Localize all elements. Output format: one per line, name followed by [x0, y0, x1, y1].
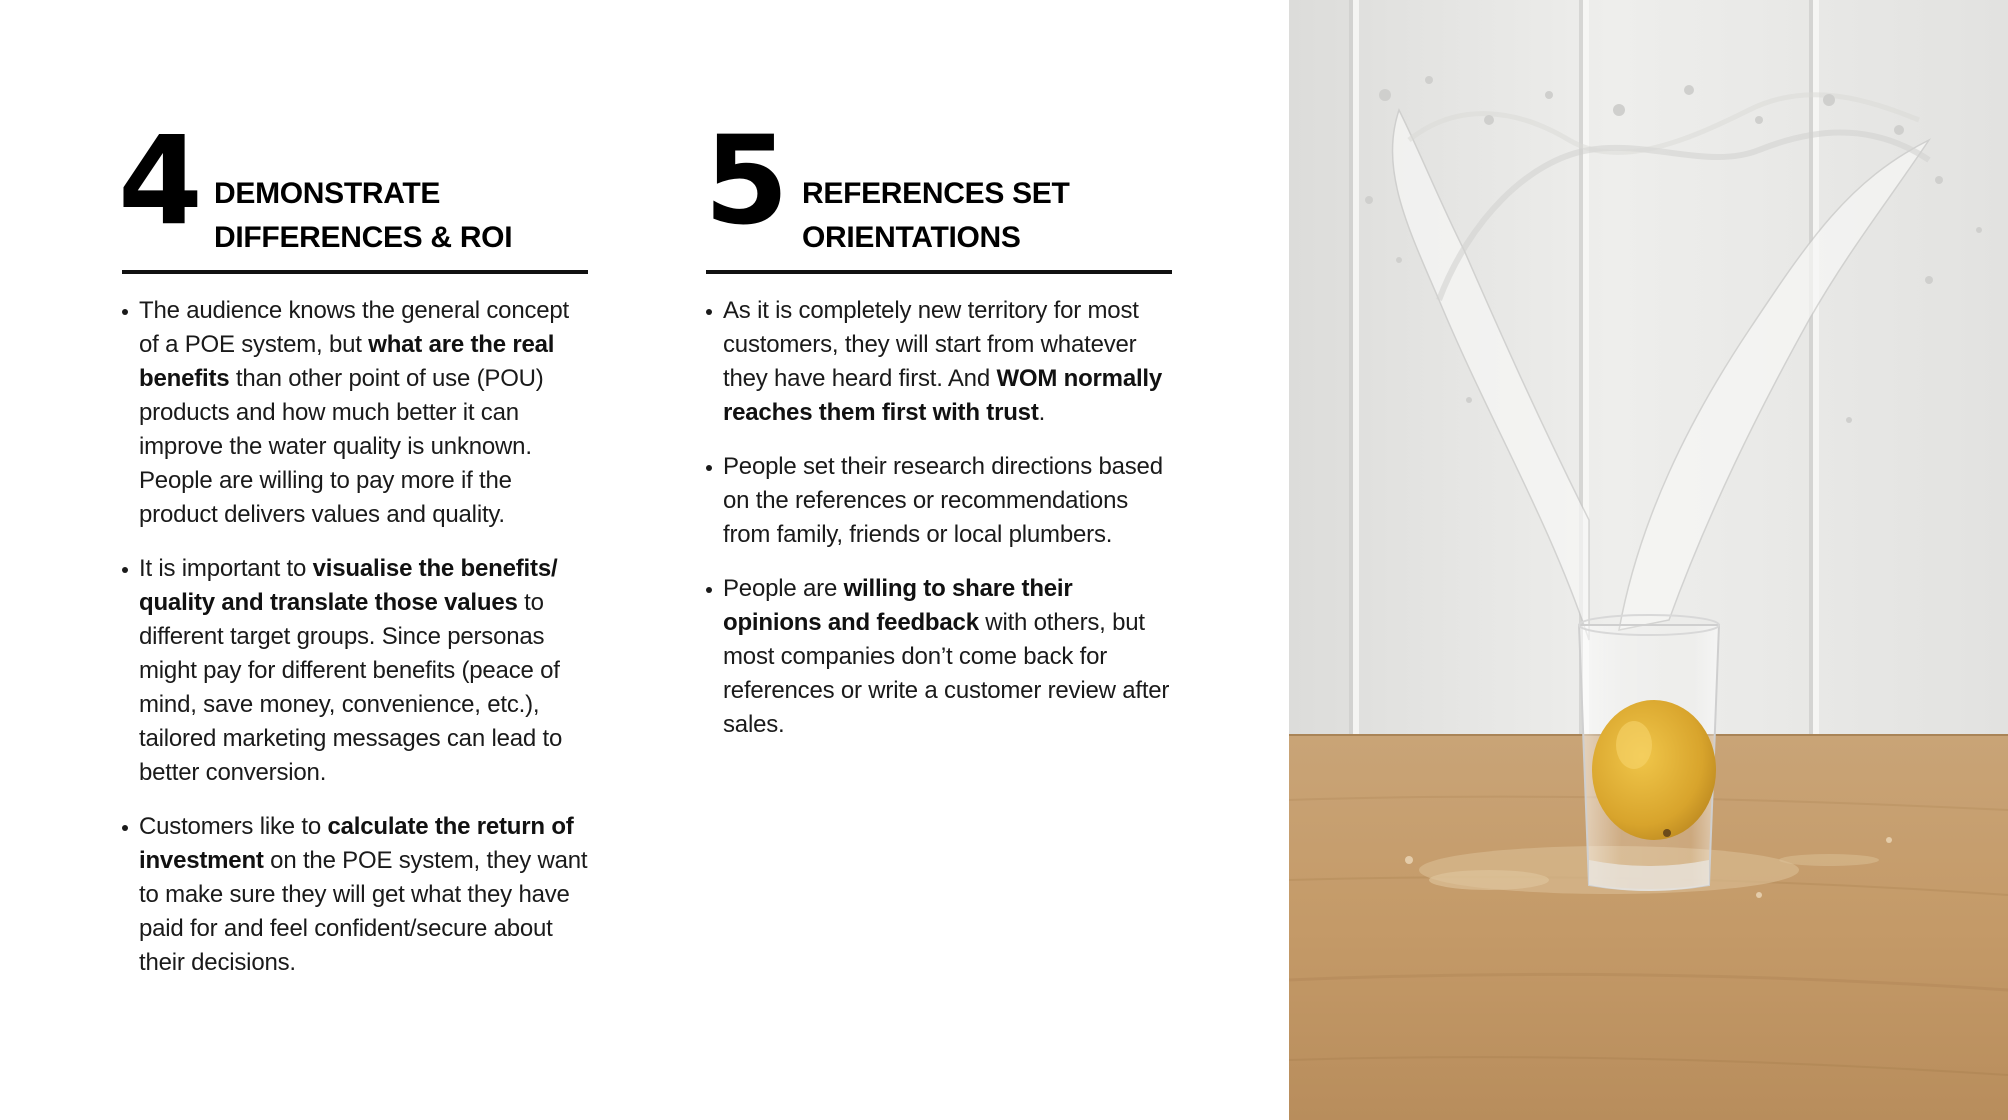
bullet-item	[706, 294, 1172, 430]
bullet-dot	[122, 825, 128, 831]
bullet-item	[122, 552, 588, 790]
bullet-text-bold: WOM normally reaches them first with trust	[723, 365, 1163, 426]
section-4	[118, 110, 588, 1000]
bullet-text: to different target groups. Since personas might pay for different benefits (peace of mind, save money, convenience, etc.), tailored marketing messages can lead to better conversion.	[139, 589, 563, 786]
bullet-item	[706, 572, 1172, 742]
bullet-item	[122, 810, 588, 980]
section-5-title	[802, 172, 1070, 260]
section-5-bullet-list	[706, 294, 1172, 742]
bullet-text: The audience knows the general concept of a POE system, but	[139, 297, 570, 358]
section-4-heading	[118, 110, 588, 274]
bullet-text: on the POE system, they want to make sure they will get what they have paid for and feel confident/secure about their decisions.	[139, 847, 588, 976]
bullet-dot	[122, 567, 128, 573]
section-5-heading	[704, 110, 1172, 274]
bullet-dot	[706, 309, 712, 315]
section-4-title-line1: DEMONSTRATE	[214, 177, 441, 210]
section-4-bullet-list	[122, 294, 588, 980]
bullet-text: .	[1038, 399, 1046, 426]
bullet-text: As it is completely new territory for most customers, they will start from whatever they have heard first. And	[723, 297, 1139, 392]
section-4-title	[214, 172, 512, 260]
bullet-text: with others, but most companies don’t come back for references or write a customer review after sales.	[723, 609, 1170, 738]
bullet-text-bold: what are the real benefits	[139, 331, 555, 392]
section-5	[704, 110, 1172, 762]
bullet-text-bold: visualise the benefits/ quality and translate those values	[139, 555, 558, 616]
bullet-text-bold: calculate the return of investment	[139, 813, 574, 874]
section-5-title-line2: ORIENTATIONS	[802, 221, 1021, 254]
bullet-text: People set their research directions based on the references or recommendations from family, friends or local plumbers.	[723, 453, 1163, 548]
bullet-dot	[122, 309, 128, 315]
bullet-text: than other point of use (POU) products and how much better it can improve the water quality is unknown. People are willing to pay more if the product delivers values and quality.	[139, 365, 544, 528]
bullet-text: Customers like to	[139, 813, 328, 840]
bullet-text: People are	[723, 575, 844, 602]
bullet-item	[706, 450, 1172, 552]
bullet-dot	[706, 587, 712, 593]
section-4-number: 4	[118, 110, 199, 252]
section-4-title-line2: DIFFERENCES & ROI	[214, 221, 513, 254]
water-splash-photo	[1289, 0, 2008, 1120]
bullet-item	[122, 294, 588, 532]
bullet-text-bold: willing to share their opinions and feedback	[723, 575, 1073, 636]
bullet-dot	[706, 465, 712, 471]
section-5-number: 5	[704, 110, 785, 252]
bullet-text: It is important to	[139, 555, 313, 582]
section-5-title-line1: REFERENCES SET	[802, 177, 1070, 210]
